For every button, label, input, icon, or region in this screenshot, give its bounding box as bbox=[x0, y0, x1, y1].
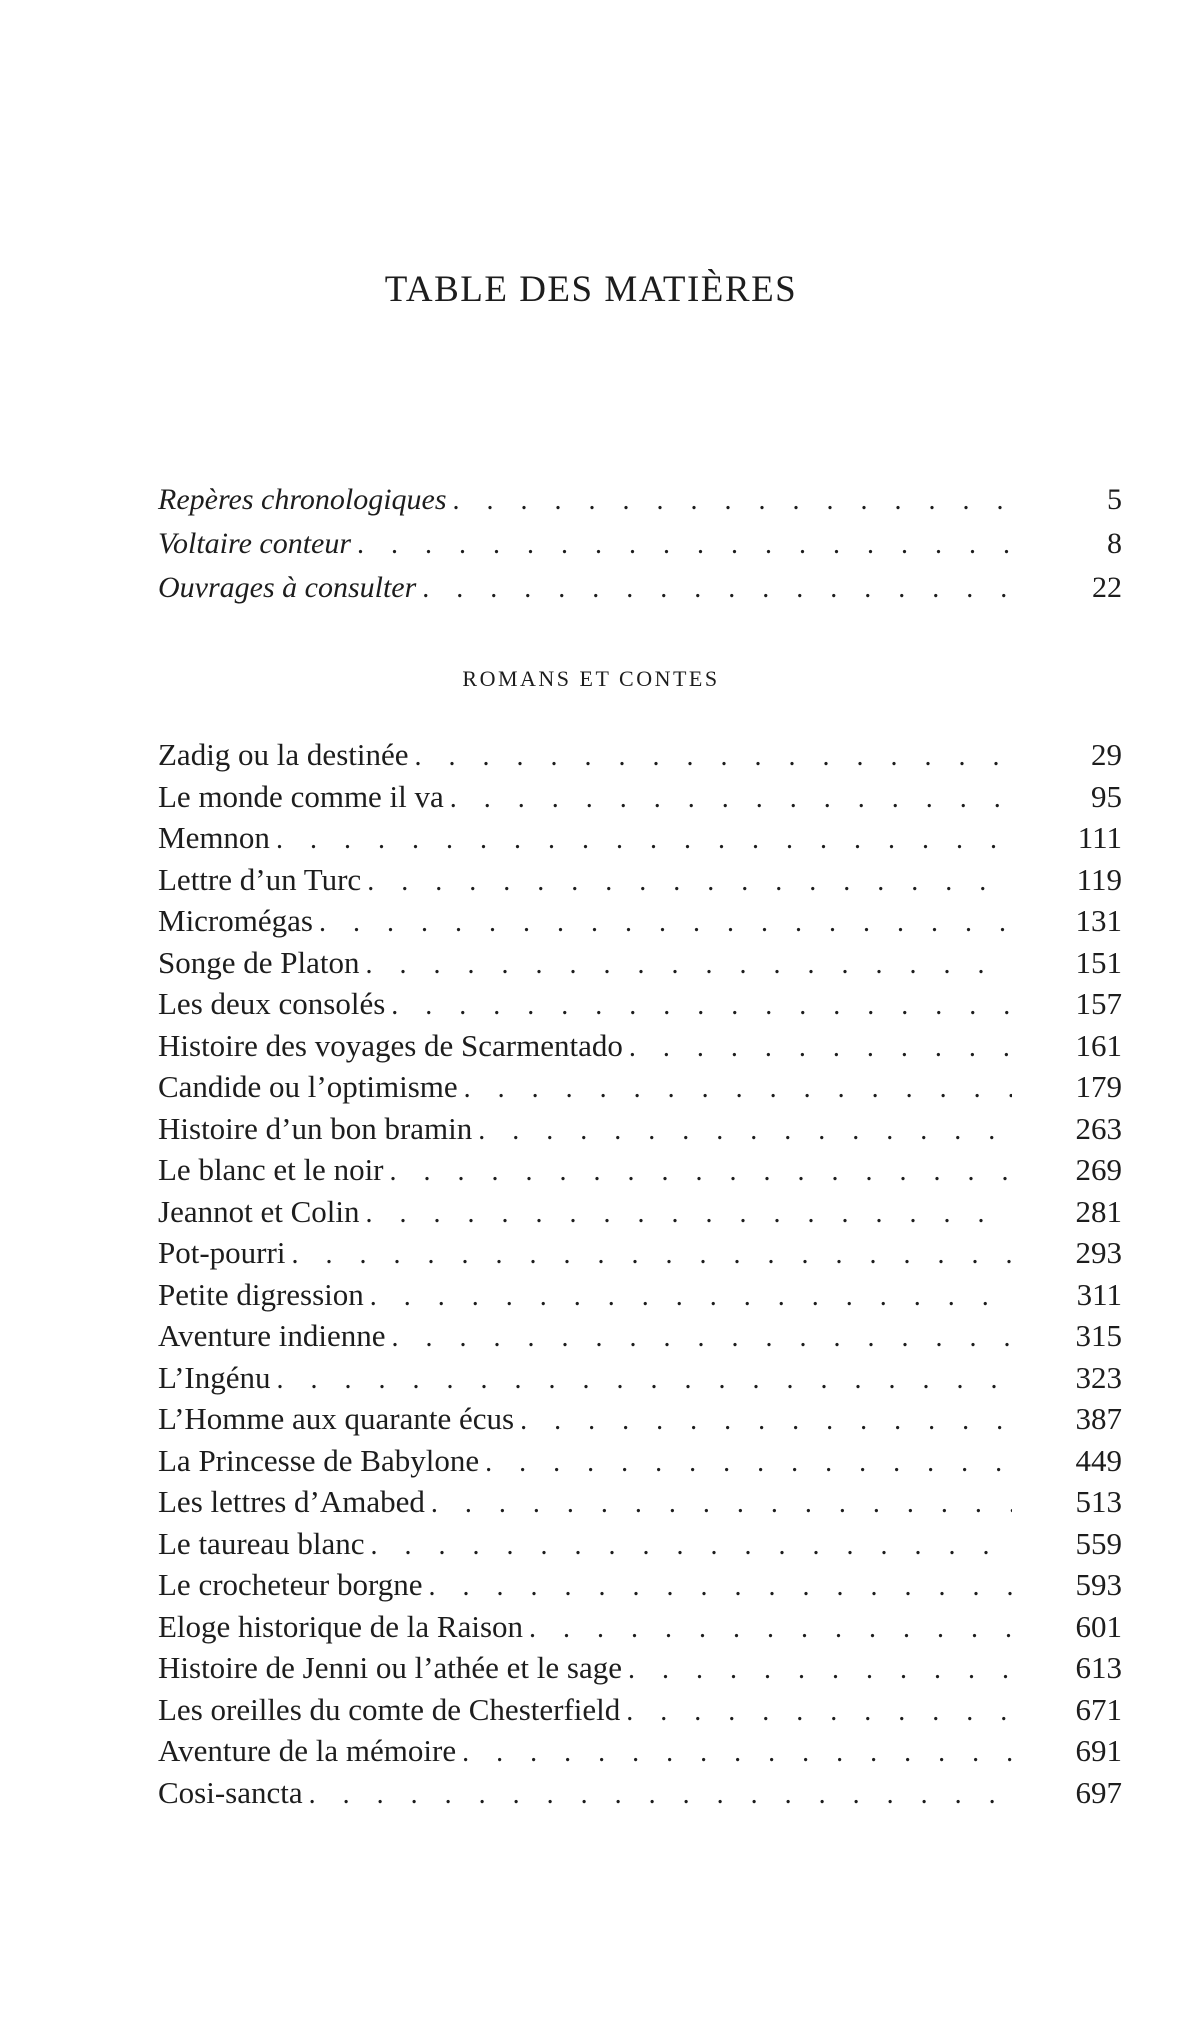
toc-entry bbox=[158, 859, 1122, 901]
toc-entry-title: Voltaire conteur bbox=[158, 527, 352, 560]
toc-entry bbox=[158, 1564, 1122, 1606]
toc-entry bbox=[158, 1108, 1122, 1150]
page-title: TABLE DES MATIÈRES bbox=[384, 269, 798, 310]
toc-entry bbox=[158, 900, 1122, 942]
toc-entry-page: 513 bbox=[1075, 1484, 1122, 1519]
toc-entry bbox=[158, 942, 1122, 984]
toc-entry-page: 269 bbox=[1075, 1152, 1122, 1187]
toc-entry-title: La Princesse de Babylone bbox=[158, 1442, 480, 1478]
toc-entry-title: Petite digression bbox=[158, 1276, 364, 1312]
toc-entry-title: Le crocheteur borgne bbox=[158, 1567, 423, 1602]
toc-entry bbox=[158, 478, 1122, 522]
dot-leader bbox=[464, 1068, 1012, 1110]
toc-entry-page: 5 bbox=[1107, 483, 1122, 516]
toc-entry-page: 323 bbox=[1075, 1359, 1122, 1395]
toc-entry bbox=[158, 1481, 1122, 1523]
toc-entry-title: Histoire d’un bon bramin bbox=[158, 1110, 473, 1146]
toc-entry-title: Histoire de Jenni ou l’athée et le sage bbox=[158, 1650, 622, 1685]
dot-leader bbox=[370, 1276, 1012, 1318]
toc-entry bbox=[158, 1232, 1122, 1274]
toc-entry-page: 449 bbox=[1075, 1442, 1122, 1478]
toc-entry-title: Repères chronologiques bbox=[158, 483, 447, 516]
toc-entry-page: 95 bbox=[1091, 778, 1122, 814]
dot-leader bbox=[276, 819, 1012, 861]
toc-entry-page: 161 bbox=[1075, 1027, 1122, 1063]
toc-entry-title: Les lettres d’Amabed bbox=[158, 1484, 425, 1519]
toc-entry-page: 151 bbox=[1075, 944, 1122, 980]
toc-entry-page: 119 bbox=[1076, 861, 1122, 897]
toc-entry-page: 559 bbox=[1075, 1525, 1122, 1561]
toc-entry bbox=[158, 776, 1122, 818]
toc-entry-title: Ouvrages à consulter bbox=[158, 571, 417, 604]
dot-leader bbox=[357, 523, 1012, 567]
toc-entry-page: 671 bbox=[1075, 1691, 1122, 1727]
dot-leader bbox=[415, 736, 1013, 778]
toc-entry-page: 593 bbox=[1075, 1567, 1122, 1602]
dot-leader bbox=[529, 1608, 1012, 1650]
toc-entry-page: 8 bbox=[1107, 527, 1122, 560]
dot-leader bbox=[431, 1483, 1012, 1525]
toc-entry bbox=[158, 734, 1122, 776]
toc-entry-title: Jeannot et Colin bbox=[158, 1193, 360, 1229]
toc-entry-title: L’Ingénu bbox=[158, 1359, 271, 1395]
dot-leader bbox=[277, 1359, 1013, 1401]
toc-entry-page: 601 bbox=[1075, 1608, 1122, 1644]
toc-entry bbox=[158, 1440, 1122, 1482]
dot-leader bbox=[392, 1317, 1012, 1359]
dot-leader bbox=[291, 1234, 1012, 1276]
dot-leader bbox=[628, 1649, 1012, 1691]
toc-entry bbox=[158, 1398, 1122, 1440]
dot-leader bbox=[367, 861, 1012, 903]
toc-entry bbox=[158, 1730, 1122, 1772]
toc-entry-page: 22 bbox=[1092, 571, 1122, 604]
dot-leader bbox=[422, 567, 1012, 611]
toc-entry-title: Aventure de la mémoire bbox=[158, 1733, 457, 1768]
dot-leader bbox=[453, 479, 1012, 523]
toc-entry-page: 311 bbox=[1076, 1276, 1122, 1312]
toc-entry-page: 179 bbox=[1075, 1069, 1122, 1104]
toc-entry-title: Les oreilles du comte de Chesterfield bbox=[158, 1691, 621, 1727]
dot-leader bbox=[520, 1400, 1012, 1442]
toc-entry-title: Candide ou l’optimisme bbox=[158, 1069, 458, 1104]
dot-leader bbox=[629, 1027, 1012, 1069]
toc-entry-title: Le taureau blanc bbox=[158, 1525, 365, 1561]
toc-entry-page: 691 bbox=[1075, 1733, 1122, 1768]
dot-leader bbox=[390, 1151, 1012, 1193]
toc-entry-page: 29 bbox=[1091, 737, 1122, 772]
toc-entry-page: 263 bbox=[1075, 1110, 1122, 1146]
toc-entry-page: 157 bbox=[1075, 986, 1122, 1021]
toc-entry bbox=[158, 1315, 1122, 1357]
toc-entry-title: Histoire des voyages de Scarmentado bbox=[158, 1027, 623, 1063]
section-heading: ROMANS ET CONTES bbox=[462, 666, 720, 691]
dot-leader bbox=[626, 1691, 1012, 1733]
toc-entry-page: 315 bbox=[1075, 1318, 1122, 1353]
toc-entry bbox=[158, 1191, 1122, 1233]
toc-entry bbox=[158, 983, 1122, 1025]
toc-entry-page: 613 bbox=[1075, 1650, 1122, 1685]
toc-entry-page: 293 bbox=[1075, 1235, 1122, 1270]
toc-entry-title: Cosi-sancta bbox=[158, 1774, 303, 1810]
toc-entry-title: Eloge historique de la Raison bbox=[158, 1608, 524, 1644]
toc-entry bbox=[158, 1689, 1122, 1731]
toc-entry-page: 131 bbox=[1075, 903, 1122, 938]
toc-entry bbox=[158, 1066, 1122, 1108]
toc-entry-title: L’Homme aux quarante écus bbox=[158, 1401, 515, 1436]
toc-entry-title: Memnon bbox=[158, 820, 270, 855]
dot-leader bbox=[365, 1193, 1012, 1235]
toc-entry-title: Zadig ou la destinée bbox=[158, 737, 409, 772]
toc-entry-title: Aventure indienne bbox=[158, 1318, 386, 1353]
toc-entry bbox=[158, 1647, 1122, 1689]
dot-leader bbox=[366, 944, 1013, 986]
dot-leader bbox=[462, 1732, 1012, 1774]
dot-leader bbox=[478, 1110, 1012, 1152]
front-matter-list bbox=[158, 478, 1122, 610]
dot-leader bbox=[309, 1774, 1012, 1816]
toc-entry bbox=[158, 1523, 1122, 1565]
toc-entry bbox=[158, 1025, 1122, 1067]
toc-entry bbox=[158, 1772, 1122, 1814]
toc-entry-title: Lettre d’un Turc bbox=[158, 861, 362, 897]
dot-leader bbox=[319, 902, 1012, 944]
toc-entry-page: 111 bbox=[1077, 820, 1122, 855]
toc-entry-page: 697 bbox=[1075, 1774, 1122, 1810]
toc-entry-page: 281 bbox=[1075, 1193, 1122, 1229]
toc-entry-title: Le monde comme il va bbox=[158, 778, 444, 814]
toc-entry bbox=[158, 1149, 1122, 1191]
dot-leader bbox=[485, 1442, 1012, 1484]
dot-leader bbox=[429, 1566, 1012, 1608]
toc-entry bbox=[158, 522, 1122, 566]
toc-entry bbox=[158, 1357, 1122, 1399]
dot-leader bbox=[391, 985, 1012, 1027]
contents-list bbox=[158, 734, 1122, 1813]
toc-entry-title: Pot-pourri bbox=[158, 1235, 286, 1270]
dot-leader bbox=[371, 1525, 1012, 1567]
toc-entry bbox=[158, 817, 1122, 859]
toc-entry-title: Micromégas bbox=[158, 903, 313, 938]
toc-entry-title: Songe de Platon bbox=[158, 944, 360, 980]
toc-entry-title: Les deux consolés bbox=[158, 986, 386, 1021]
toc-entry bbox=[158, 566, 1122, 610]
toc-entry bbox=[158, 1274, 1122, 1316]
toc-entry bbox=[158, 1606, 1122, 1648]
toc-entry-page: 387 bbox=[1075, 1401, 1122, 1436]
dot-leader bbox=[450, 778, 1012, 820]
toc-entry-title: Le blanc et le noir bbox=[158, 1152, 384, 1187]
